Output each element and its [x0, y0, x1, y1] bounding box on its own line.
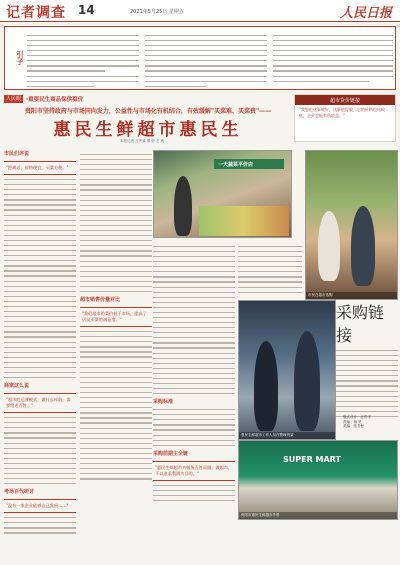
shoppers-caption: 市民在超市选购 [306, 292, 397, 299]
intro-column-2 [145, 31, 267, 87]
topic-logo: 人民眼 [6, 96, 22, 102]
column-3 [153, 242, 235, 560]
supermarket-photo [238, 440, 398, 520]
column-2 [80, 150, 152, 560]
sidebar-header-right-1: 采购标准 [153, 399, 174, 406]
shopper-figure [174, 176, 192, 236]
store-signboard [214, 159, 284, 169]
shopper-figure [318, 211, 340, 281]
pull-quote-right: "惠民生鲜超市为服务百姓而做，做超市，不以追求利润为目的。" [153, 461, 235, 481]
clerks-caption: 惠民生鲜超市工作人员在整理货架 [239, 432, 335, 439]
credit-line: 责编：杨 昊 [343, 419, 362, 424]
sidebar-header-right-2: 采购链接 [336, 303, 385, 345]
masthead [0, 0, 400, 22]
paper-logo: 人民日报 [339, 6, 392, 21]
clerks-photo [238, 300, 336, 440]
intro-column-1 [27, 31, 139, 87]
rail-quote-header: 超市货价链接 [295, 95, 395, 105]
column-1 [4, 150, 76, 560]
rail-quote-box [294, 94, 396, 142]
pull-quote-2: "超市的运营模式，做什么样的，需要给老百姓。" [4, 393, 76, 413]
intro-column-3 [273, 31, 393, 87]
credits [343, 415, 371, 429]
pull-quote-1: "距离近，价格便宜，买菜方便。" [4, 161, 76, 175]
intro-box [4, 26, 396, 90]
store-photo [153, 150, 292, 238]
issue-date: 2021年5月25日 星期五 [130, 9, 184, 15]
rail-quote-text: "我想把这事做好，这事值得做，它的价格也比较低，企业也能有所收益。" [299, 107, 385, 118]
column-4 [238, 242, 302, 298]
pull-quote-3: "没有一家企业能够自己发展……" [4, 499, 76, 513]
sidebar-header-3: 考场百代研讨 [4, 489, 35, 496]
shoppers-photo [305, 150, 398, 300]
headline: 惠民生鲜超市惠民生 [53, 120, 243, 140]
supermart-sign: SUPER MART [283, 455, 341, 464]
clerk-figure [294, 331, 320, 431]
intro-tag: 引子 [16, 51, 24, 65]
byline: 本报记者 万秀斌 胡 婷 王 迪 [120, 139, 165, 143]
supermarket-caption: 贵阳市惠民生鲜超市外景 [239, 512, 397, 519]
sidebar-header-right-3: 采购前期主全链 [153, 450, 189, 457]
sidebar-header-center: 超市销售价量对比 [80, 297, 121, 304]
topic-label [4, 94, 83, 103]
credit-line: 美编：张芳曼 [343, 424, 364, 428]
page-number: 14 [78, 3, 95, 17]
section-title: 记者调查 [6, 5, 66, 21]
shopper-figure [351, 206, 375, 286]
sidebar-header-2: 商家这么说 [4, 383, 30, 390]
clerk-figure [254, 341, 278, 431]
store-sign-text: 一天蔬菜平价店 [218, 162, 254, 168]
sidebar-header-1: 市民们评说 [4, 151, 30, 157]
topic-title: ·重要民生商品保供稳价 [26, 96, 84, 103]
kicker: 贵阳市坚持政府与市场同向发力，公益性与市场化有机结合，有效缓解"买菜难、买菜贵"—— [24, 108, 272, 115]
credit-line: 版式设计：汪哲平 [343, 415, 371, 419]
produce-shelf [199, 206, 289, 236]
pull-quote-center: "我们超市的菜价低于市场，提高了居民买菜的满意度。" [80, 307, 152, 327]
